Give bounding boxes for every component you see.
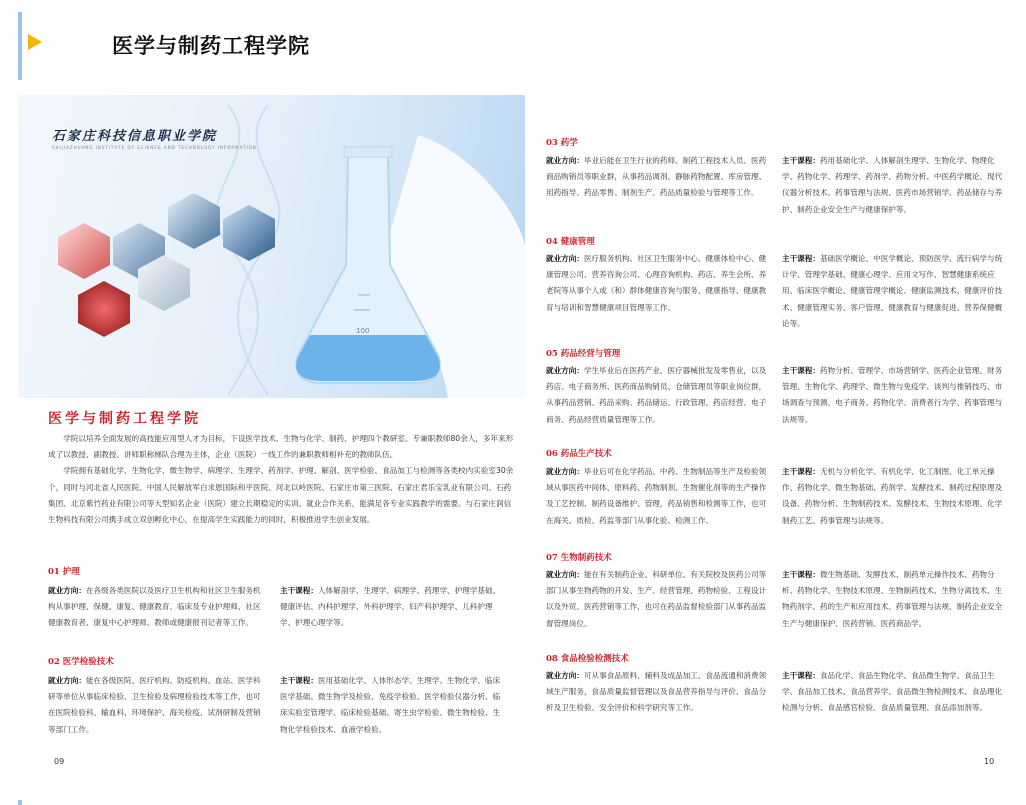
- major-employment: 就业方向：能在有关制药企业、科研单位、有关院校及医药公司等部门从事生物药物的开发、生产、经营管理、药物检验、工程设计以及外贸、医药营销等工作，也可在药品监督检验部门从事药品监督管理岗位。: [546, 570, 767, 628]
- intro-paragraph: 学院以培养全面发展的高技能应用型人才为目标，下设医学技术、生物与化学、制药、护理四个教研室。专兼职教师80余人，多年来形成了以教授、副教授、讲师职称梯队合理为主体，企业（医院）一线工作的兼职教师相补充的教师队伍。: [48, 434, 514, 460]
- page-number-left: 09: [54, 757, 65, 766]
- school-name-en: SHIJIAZHUANG INSTITUTE OF SCIENCE AND TECHNOLOGY INFORMATION: [52, 145, 257, 150]
- major-courses: 主干课程：微生物基础、发酵技术、制药单元操作技术、药物分析、药物化学、生物技术原理、生物制药技术、生物分离技术、生物药剂学、药的生产和应用技术、药事管理与法规、制药企业安全生产与健康保护、医药营销、医药商品学。: [782, 570, 1003, 628]
- page-title: 医学与制药工程学院: [112, 34, 310, 58]
- accent-bar-bottom: [18, 800, 22, 805]
- major-courses: 主干课程：食品化学、食品生物化学、食品微生物学、食品卫生学、食品加工技术、食品营养学、食品微生物检测技术、食品理化检测与分析、食品感官检验、食品质量管理、食品添加剂等。: [782, 671, 1003, 713]
- major-heading: 01 护理: [48, 567, 80, 577]
- play-arrow-icon: [28, 34, 42, 50]
- right-page: [540, 95, 1010, 795]
- school-name: 石家庄科技信息职业学院: [52, 129, 218, 144]
- major-courses: 主干课程：人体解剖学、生理学、病理学、药理学、护理学基础、健康评估、内科护理学、外科护理学、妇产科护理学、儿科护理学、护理心理学等。: [280, 586, 501, 628]
- major-courses: 主干课程：药物分析、管理学、市场营销学、医药企业管理、财务管理、生物化学、药理学、微生物与免疫学、谈判与推销技巧、市场调查与预测、电子商务、药物化学、消费者行为学、药事管理与法规等。: [782, 366, 1003, 424]
- major-heading: 06 药品生产技术: [546, 449, 612, 459]
- accent-bar: [18, 12, 22, 80]
- major-employment: 就业方向：医疗服务机构、社区卫生服务中心、健康体检中心、健康管理公司、营养咨询公司、心理咨询机构、药店、养生会所、养老院等从事个人或（和）群体健康咨询与服务、健康指导、健康教育与培训和智慧健康项目管理等工作。: [546, 254, 767, 312]
- major-courses: 主干课程：药用基础化学、人体解剖生理学、生物化学、物理化学、药物化学、药理学、药剂学、药物分析、中医药学概论、现代仪器分析技术、药事管理与法规、医药市场营销学、药品储存与养护、制药企业安全生产与健康保护等。: [782, 156, 1003, 214]
- major-employment: 就业方向：在各级各类医院以及医疗卫生机构和社区卫生服务机构从事护理、保健、康复、健康教育、临床及专业护理师、社区健康教育者、康复中心护理师、教师或健康报刊记者等工作。: [48, 586, 261, 628]
- major-heading: 04 健康管理: [546, 237, 595, 247]
- college-title: 医学与制药工程学院: [48, 411, 201, 427]
- left-page: [18, 95, 525, 795]
- major-employment: 就业方向：学生毕业后在医药产业、医疗器械批发及零售业，以及药店、电子商务所、医药商品购销员、仓储管理员等职业岗位群，从事药品营销、药品采购、药品储运、行政管理、药店经营、电子商务、药品经营质量管理等工作。: [546, 366, 767, 424]
- page-number-right: 10: [984, 757, 995, 766]
- banner-image: [18, 95, 525, 398]
- major-employment: 就业方向：毕业后能在卫生行业的药师、制药工程技术人员、医药商品购销员等职业群，从事药品调剂、静脉药物配置、库房管理、用药指导、药品零售、制剂生产、药品质量检验与管理等工作。: [546, 156, 767, 198]
- major-courses: 主干课程：医用基础化学、人体形态学、生理学、生物化学、临床医学基础、微生物学及检验、免疫学检验、医学检验仪器分析、临床实验室管理学、临床检验基础、寄生虫学检验、微生物检验、生物化学检验技术、血液学检验。: [280, 676, 501, 734]
- page-header: [0, 0, 1026, 90]
- major-employment: 就业方向：能在各级医院、医疗机构、防疫机构、血站、医学科研等单位从事临床检验、卫生检验及病理检验技术等工作，也可在医院检验科、输血科、环境保护、海关检疫、试剂研制及营销等部门工作。: [48, 676, 261, 734]
- major-employment: 就业方向：毕业后可在化学药品、中药、生物制品等生产及检验领域从事医药中间体、原料药、药物制剂、生物催化剂等的生产操作及工艺控制、制药设备维护、管理，药品销售和检测等工作，也可在海关、质检、药监等部门从事化验、检测工作。: [546, 467, 767, 525]
- major-heading: 08 食品检验检测技术: [546, 654, 629, 664]
- college-intro: [48, 431, 518, 528]
- major-heading: 03 药学: [546, 138, 578, 148]
- major-heading: 07 生物制药技术: [546, 553, 612, 563]
- major-courses: 主干课程：无机与分析化学、有机化学、化工制图、化工单元操作、药物化学、微生物基础、药剂学、发酵技术、制药过程原理及设备、药物分析、生物制药技术、发酵技术、生物技术原理、化学制药工艺、药事管理与法规等。: [782, 467, 1003, 525]
- major-courses: 主干课程：基础医学概论、中医学概论、预防医学、流行病学与统计学、管理学基础、健康心理学、应用文写作、智慧健康系统应用、临床医学概论、健康管理学概论、健康监测技术、健康评价技术、健康管理实务、客户管理、健康教育与健康促进、营养保健概论等。: [782, 254, 1003, 328]
- major-employment: 就业方向：可从事食品原料、辅料及成品加工、食品流通和消费领域生产服务，食品质量监督管理以及食品营养指导与评价、食品分析及卫生检验、安全评价和科学研究等工作。: [546, 671, 767, 713]
- major-heading: 05 药品经营与管理: [546, 349, 621, 359]
- flask-mark: 100: [356, 327, 370, 335]
- major-heading: 02 医学检验技术: [48, 657, 114, 667]
- intro-paragraph: 学院拥有基础化学、生物化学、微生物学、病理学、生理学、药剂学、护理、解剖、医学检验、食品加工与检测等各类校内实验室30余个，同时与河北省人民医院、中国人民解放军白求恩国际和平医院、河北以岭医院、石家庄市第三医院、石家庄君乐宝乳业有限公司、石药集团、北京紫竹药业有限公司等大型知名企业（医院）建立长期稳定的实训、就业合作关系，能满足各专业实践教学的需要。与石家庄润信生物科技有限公司携手成立双创孵化中心，在提高学生实践能力的同时，积极推进学生创业发展。: [48, 466, 514, 525]
